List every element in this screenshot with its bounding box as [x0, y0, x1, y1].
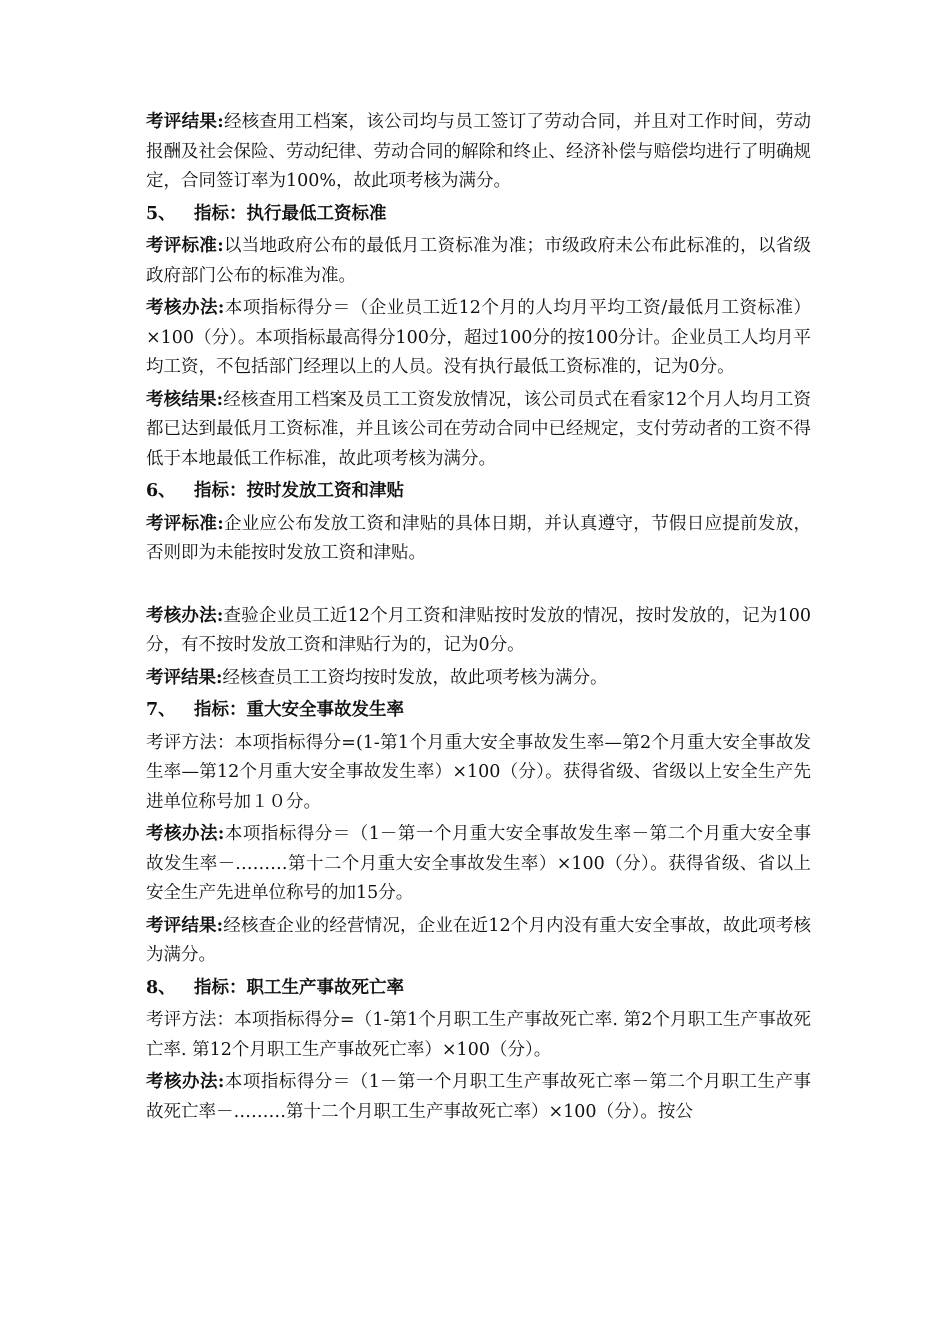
paragraph-result-labor-contract [146, 108, 811, 197]
paragraph-result-wage-timing [146, 664, 811, 694]
paragraph-label: 考核办法: [146, 1072, 225, 1092]
paragraph-result-min-wage [146, 386, 811, 475]
section-number: 5、 [146, 203, 176, 224]
paragraph-text: 经核查用工档案及员工工资发放情况，该公司员式在看家12个月人均月工资都已达到最低月工资标准，并且该公司在劳动合同中已经规定，支付劳动者的工资不得低于本地最低工作标准，故此项考核为满分。 [146, 389, 811, 469]
section-heading-5 [146, 200, 811, 230]
paragraph-text: 企业应公布发放工资和津贴的具体日期，并认真遵守，节假日应提前发放，否则即为未能按时发放工资和津贴。 [146, 513, 811, 563]
section-heading-8 [146, 974, 811, 1004]
paragraph-text: 经核查用工档案，该公司均与员工签订了劳动合同，并且对工作时间，劳动报酬及社会保险、劳动纪律、劳动合同的解除和终止、经济补偿与赔偿均进行了明确规定，合同签订率为100%，故此项考核为满分。 [146, 112, 811, 191]
paragraph-result-safety [146, 912, 811, 971]
paragraph-label: 考核办法: [146, 824, 225, 844]
paragraph-method-min-wage [146, 294, 811, 383]
section-heading-7 [146, 696, 811, 726]
section-heading-6 [146, 477, 811, 507]
paragraph-text: 查验企业员工近12个月工资和津贴按时发放的情况，按时发放的，记为100分，有不按时发放工资和津贴行为的，记为0分。 [146, 605, 811, 655]
blank-line [146, 572, 811, 602]
paragraph-method-fatality [146, 1068, 811, 1127]
paragraph-label: 考评结果: [146, 112, 224, 132]
paragraph-text: 经核查企业的经营情况，企业在近12个月内没有重大安全事故，故此项考核为满分。 [146, 915, 811, 965]
paragraph-text: 经核查员工工资均按时发放，故此项考核为满分。 [222, 667, 608, 688]
paragraph-text: 考评方法：本项指标得分=(1-第1个月重大安全事故发生率—第2个月重大安全事故发生率—第12个月重大安全事故发生率）×100（分）。获得省级、省级以上安全生产先进单位称号加１０分。 [146, 732, 811, 812]
section-title: 指标：职工生产事故死亡率 [194, 977, 404, 998]
paragraph-label: 考评标准: [146, 513, 224, 534]
paragraph-label: 考核办法: [146, 298, 225, 318]
section-title: 指标：重大安全事故发生率 [194, 700, 404, 720]
paragraph-label: 考评标准: [146, 236, 224, 256]
section-title: 指标：按时发放工资和津贴 [194, 481, 404, 501]
paragraph-method-safety [146, 820, 811, 909]
paragraph-label: 考评结果: [146, 667, 223, 688]
paragraph-label: 考核办法: [146, 605, 224, 626]
document-body [146, 108, 811, 1130]
section-number: 7、 [146, 700, 176, 720]
paragraph-text: 考评方法：本项指标得分=（1-第1个月职工生产事故死亡率. 第2个月职工生产事故死亡率. 第12个月职工生产事故死亡率）×100（分）。 [146, 1010, 811, 1060]
paragraph-standard-wage-timing [146, 510, 811, 569]
paragraph-label: 考核结果: [146, 389, 224, 410]
paragraph-text: 本项指标得分＝（1－第一个月重大安全事故发生率－第二个月重大安全事故发生率－………第十二个月重大安全事故发生率）×100（分）。获得省级、省以上安全生产先进单位称号的加15分。 [146, 824, 811, 903]
paragraph-evaluation-safety [146, 729, 811, 818]
section-number: 8、 [146, 977, 176, 998]
paragraph-text: 以当地政府公布的最低月工资标准为准；市级政府未公布此标准的，以省级政府部门公布的标准为准。 [146, 236, 811, 286]
section-title: 指标：执行最低工资标准 [194, 203, 387, 224]
paragraph-label: 考评结果: [146, 915, 224, 936]
paragraph-standard-min-wage [146, 232, 811, 291]
paragraph-evaluation-fatality [146, 1006, 811, 1065]
section-number: 6、 [146, 481, 176, 501]
paragraph-text: 本项指标得分＝（企业员工近12个月的人均月平均工资/最低月工资标准）×100（分）。本项指标最高得分100分，超过100分的按100分计。企业员工人均月平均工资，不包括部门经理以上的人员。没有执行最低工资标准的，记为0分。 [146, 298, 811, 377]
paragraph-method-wage-timing [146, 602, 811, 661]
paragraph-text: 本项指标得分＝（1－第一个月职工生产事故死亡率－第二个月职工生产事故死亡率－………第十二个月职工生产事故死亡率）×100（分）。按公 [146, 1072, 811, 1122]
